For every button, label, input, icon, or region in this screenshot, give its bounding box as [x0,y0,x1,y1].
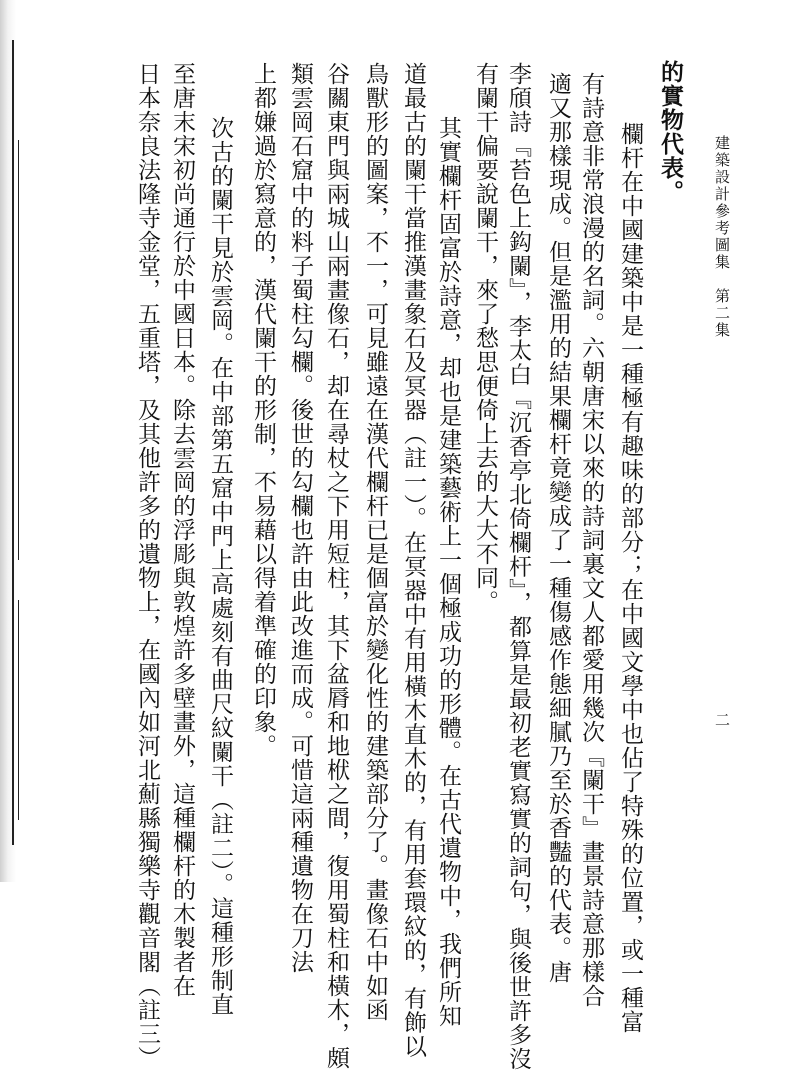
text-line: 日本奈良法隆寺金堂，五重塔，及其他許多的遺物上，在國內如河北薊縣獨樂寺觀音閣（註三） [134,62,160,1070]
page-number: 二 [713,712,731,728]
margin-rule [18,140,19,560]
text-line: 欄杆在中國建築中是一種極有趣味的部分；在中國文學中也佔了特殊的位置，或一種富 [617,98,643,1034]
text-line: 的實物代表。 [657,60,684,204]
text-line: 其實欄杆固富於詩意，却也是建築藝術上一個極成功的形體。在古代遺物中，我們所知 [435,92,461,1028]
text-line: 適又那樣現成。但是濫用的結果欄杆竟變成了一種傷感作態細膩乃至於香豔的代表。唐 [545,72,571,984]
text-line: 至唐末宋初尚通行於中國日本。除去雲岡的浮彫與敦煌許多壁畫外，這種欄杆的木製者在 [169,62,195,998]
text-line: 道最古的闌干當推漢畫象石及冥器（註一）。在冥器中有用橫木直木的，有用套環紋的，有飾以 [400,62,426,1059]
running-header: 建築設計參考圖集 第二集 [713,135,731,339]
text-line: 上都嫌過於寫意的，漢代闌干的形制，不易藉以得着準確的印象。 [250,62,276,758]
text-line: 次古的闌干見於雲岡。在中部第五窟中門上高處刻有曲尺紋闌干（註二）。這種形制直 [207,92,233,1017]
text-line: 類雲岡石窟中的料子蜀柱勾欄。後世的勾欄也許由此改進而成。可惜這兩種遺物在刀法 [287,62,313,974]
text-line: 有闌干偏要說闌干，來了愁思便倚上去的大大不同。 [472,62,498,614]
text-line: 李頎詩『苔色上鈎闌』，李太白『沉香亭北倚欄杆』，都算是最初老實寫實的詞句，與後世許多沒 [505,62,531,1071]
text-line: 谷關東門與兩城山兩畫像石，却在尋杖之下用短柱，其下盆脣和地栿之間，復用蜀柱和橫木，頗 [323,62,349,1070]
text-line: 鳥獸形的圖案，不一，可見雖遠在漢代欄杆已是個富於變化性的建築部分了。畫像石中如函 [362,62,388,1022]
text-line: 有詩意非常浪漫的名詞。六朝唐宋以來的詩詞裏文人都愛用幾次『闌干』畫景詩意那樣合 [578,72,604,1008]
margin-rule [12,40,14,845]
margin-rule [18,600,19,820]
